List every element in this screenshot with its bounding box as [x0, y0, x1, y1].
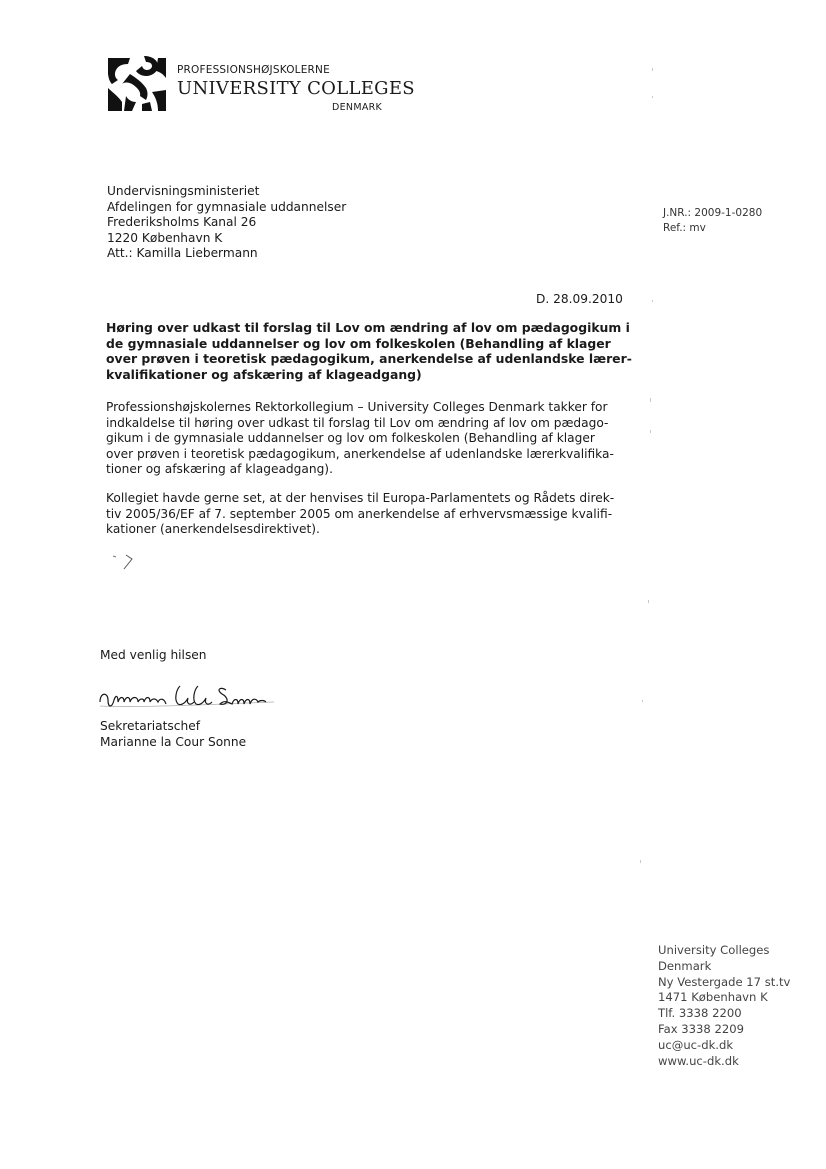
recipient-line: Att.: Kamilla Liebermann — [107, 246, 258, 261]
recipient-address — [107, 184, 346, 262]
paragraph-line: over prøven i teoretisk pædagogikum, anerkendelse af udenlandske lærerkvalifika- — [106, 446, 614, 461]
letterhead-line-3: DENMARK — [332, 102, 383, 113]
subject-line: Høring over udkast til forslag til Lov om ændring af lov om pædagogikum i — [106, 320, 630, 335]
paragraph-line: indkaldelse til høring over udkast til forslag til Lov om ændring af lov om pædago- — [106, 415, 609, 430]
signature-image — [98, 682, 278, 714]
footer-line: Tlf. 3338 2200 — [658, 1006, 742, 1021]
body-paragraph-1 — [106, 400, 626, 478]
university-colleges-logo-icon — [108, 56, 166, 111]
closing-salutation: Med venlig hilsen — [100, 648, 207, 662]
reference-initials: Ref.: mv — [663, 222, 706, 234]
reference-block — [663, 206, 762, 236]
signer-block — [100, 719, 246, 750]
signer-name: Marianne la Cour Sonne — [100, 734, 247, 749]
letter-date: D. 28.09.2010 — [536, 292, 623, 306]
paragraph-line: Professionshøjskolernes Rektorkollegium – University Colleges Denmark takker for — [106, 400, 608, 414]
footer-line: www.uc-dk.dk — [658, 1053, 739, 1068]
pen-mark — [112, 551, 138, 573]
subject-line: kvalifikationer og afskæring af klageadgang) — [106, 366, 422, 382]
journal-number: J.NR.: 2009-1-0280 — [663, 207, 763, 219]
body-paragraph-2 — [106, 491, 626, 538]
paragraph-line: kationer (anerkendelsesdirektivet). — [106, 522, 320, 537]
subject-line: over prøven i teoretisk pædagogikum, anerkendelse af udenlandske lærer- — [106, 351, 632, 367]
recipient-line: Frederiksholms Kanal 26 — [107, 215, 257, 230]
signer-title: Sekretariatschef — [100, 719, 200, 733]
paragraph-line: gikum i de gymnasiale uddannelser og lov om folkeskolen (Behandling af klager — [106, 431, 595, 446]
paragraph-line: tioner og afskæring af klageadgang). — [106, 462, 333, 477]
footer-line: Ny Vestergade 17 st.tv — [658, 974, 791, 989]
footer-line: uc@uc-dk.dk — [658, 1037, 734, 1052]
subject-line: de gymnasiale uddannelser og lov om folkeskolen (Behandling af klager — [106, 335, 611, 351]
footer-line: Fax 3338 2209 — [658, 1021, 744, 1036]
footer-line: 1471 København K — [658, 990, 768, 1005]
footer-line: Denmark — [658, 958, 712, 973]
paragraph-line: tiv 2005/36/EF af 7. september 2005 om anerkendelse af erhvervsmæssige kvalifi- — [106, 506, 613, 521]
letterhead-line-1: PROFESSIONSHØJSKOLERNE — [177, 64, 330, 76]
footer-line: University Colleges — [658, 943, 770, 957]
recipient-line: Undervisningsministeriet — [107, 184, 260, 198]
paragraph-line: Kollegiet havde gerne set, at der henvises til Europa-Parlamentets og Rådets direk- — [106, 491, 615, 505]
letterhead-line-2: UNIVERSITY COLLEGES — [177, 78, 415, 99]
footer-contact — [658, 943, 790, 1069]
recipient-line: 1220 København K — [107, 230, 223, 245]
subject-heading — [106, 320, 632, 382]
recipient-line: Afdelingen for gymnasiale uddannelser — [107, 199, 347, 214]
